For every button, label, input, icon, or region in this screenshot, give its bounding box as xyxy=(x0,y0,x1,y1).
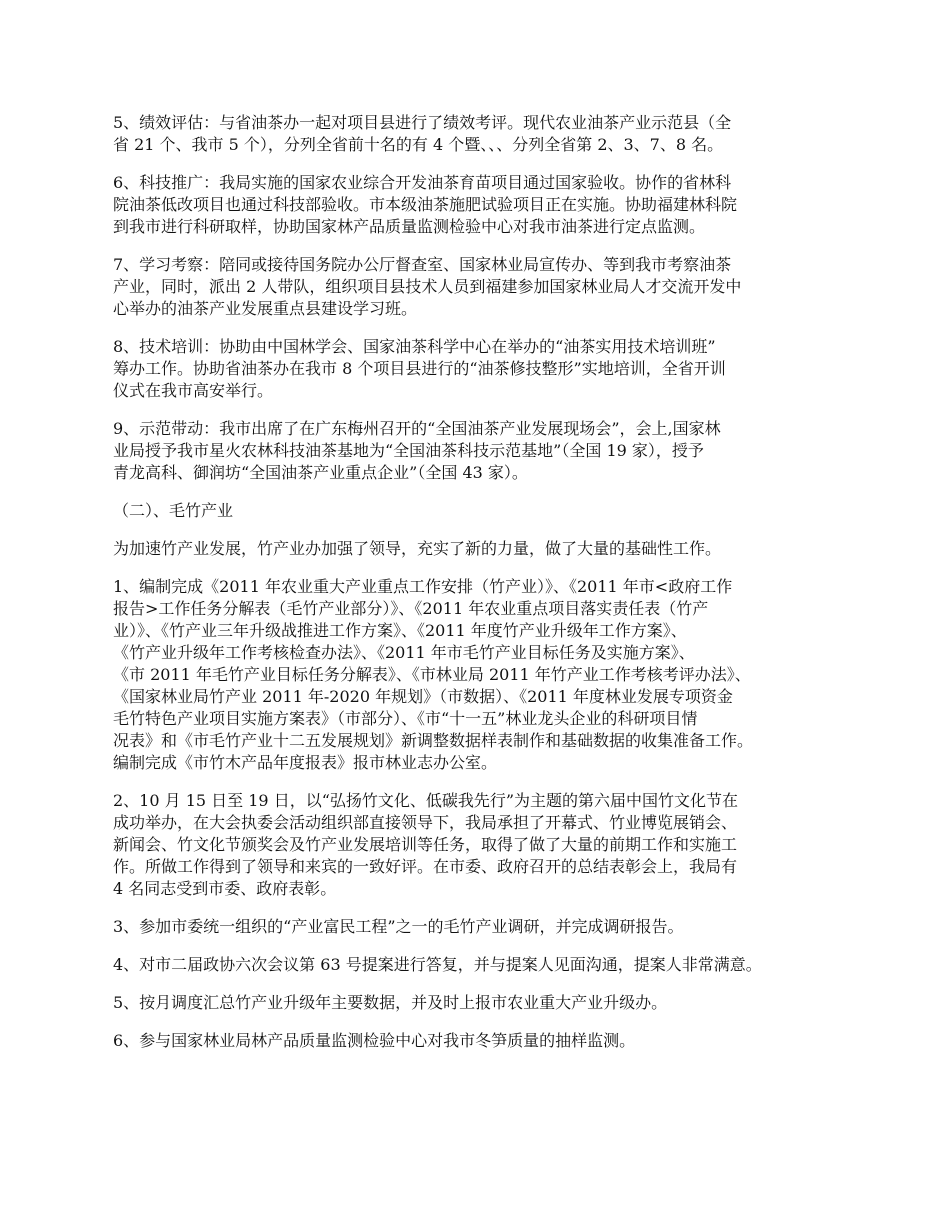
document-body xyxy=(113,112,853,1068)
paragraph-line: 1、编制完成《2011 年农业重大产业重点工作安排（竹产业）》、《2011 年市<政府工作 xyxy=(113,577,733,596)
paragraph-line: 作。所做工作得到了领导和来宾的一致好评。在市委、政府召开的总结表彰会上，我局有 xyxy=(113,857,738,876)
paragraph-line: 业）》、《竹产业三年升级战推进工作方案》、《2011 年度竹产业升级年工作方案》、 xyxy=(113,621,687,640)
paragraph-line: 9、示范带动：我市出席了在广东梅州召开的“全国油茶产业发展现场会”，会上,国家林 xyxy=(113,419,721,438)
section-heading xyxy=(113,500,853,522)
paragraph xyxy=(113,576,853,774)
paragraph-line: 6、科技推广：我局实施的国家农业综合开发油茶育苗项目通过国家验收。协作的省林科 xyxy=(113,173,732,192)
paragraph xyxy=(113,538,853,560)
paragraph-line: 产业，同时，派出 2 人带队，组织项目县技术人员到福建参加国家林业局人才交流开发中 xyxy=(113,277,742,296)
paragraph-line: 青龙高科、御润坊“全国油茶产业重点企业”（全国 43 家）。 xyxy=(113,463,528,482)
paragraph-line: 8、技术培训：协助由中国林学会、国家油茶科学中心在举办的“油茶实用技术培训班” xyxy=(113,337,716,356)
paragraph xyxy=(113,992,853,1014)
paragraph-line: 新闻会、竹文化节颁奖会及竹产业发展培训等任务，取得了做了大量的前期工作和实施工 xyxy=(113,835,738,854)
paragraph-line: 省 21 个、我市 5 个），分列全省前十名的有 4 个暨、、、分列全省第 2、3、7、8 名。 xyxy=(113,135,724,154)
paragraph-line: 5、按月调度汇总竹产业升级年主要数据，并及时上报市农业重大产业升级办。 xyxy=(113,993,668,1012)
paragraph-line: 编制完成《市竹木产品年度报表》报市林业志办公室。 xyxy=(113,753,498,772)
paragraph xyxy=(113,172,853,238)
paragraph-line: （二）、毛竹产业 xyxy=(113,501,234,520)
paragraph xyxy=(113,254,853,320)
paragraph-line: 7、学习考察：陪同或接待国务院办公厅督查室、国家林业局宣传办、等到我市考察油茶 xyxy=(113,255,732,274)
paragraph xyxy=(113,112,853,156)
paragraph xyxy=(113,418,853,484)
paragraph-line: 《国家林业局竹产业 2011 年-2020 年规划》（市数据）、《2011 年度林业发展专项资金 xyxy=(113,687,733,706)
paragraph-line: 4 名同志受到市委、政府表彰。 xyxy=(113,879,337,898)
paragraph-line: 为加速竹产业发展，竹产业办加强了领导，充实了新的力量，做了大量的基础性工作。 xyxy=(113,539,722,558)
paragraph-line: 成功举办，在大会执委会活动组织部直接领导下，我局承担了开幕式、竹业博览展销会、 xyxy=(113,813,738,832)
paragraph-line: 2、10 月 15 日至 19 日，以“弘扬竹文化、低碳我先行”为主题的第六届中国竹文化节在 xyxy=(113,791,739,810)
paragraph xyxy=(113,954,853,976)
paragraph-line: 业局授予我市星火农林科技油茶基地为“全国油茶科技示范基地”（全国 19 家），授予 xyxy=(113,441,704,460)
paragraph-line: 院油茶低改项目也通过科技部验收。市本级油茶施肥试验项目正在实施。协助福建林科院 xyxy=(113,195,738,214)
paragraph-line: 6、参与国家林业局林产品质量监测检验中心对我市冬笋质量的抽样监测。 xyxy=(113,1031,636,1050)
paragraph-line: 筹办工作。协助省油茶办在我市 8 个项目县进行的“油茶修技整形”实地培训，全省开训 xyxy=(113,359,726,378)
paragraph-line: 报告>工作任务分解表（毛竹产业部分）》、《2011 年农业重点项目落实责任表（竹产 xyxy=(113,599,709,618)
paragraph-line: 5、绩效评估：与省油茶办一起对项目县进行了绩效考评。现代农业油茶产业示范县（全 xyxy=(113,113,732,132)
paragraph-line: 3、参加市委统一组织的“产业富民工程”之一的毛竹产业调研，并完成调研报告。 xyxy=(113,917,684,936)
paragraph xyxy=(113,790,853,900)
paragraph xyxy=(113,336,853,402)
paragraph xyxy=(113,1030,853,1052)
paragraph xyxy=(113,916,853,938)
paragraph-line: 毛竹特色产业项目实施方案表》（市部分）、《市“十一五”林业龙头企业的科研项目情 xyxy=(113,709,698,728)
paragraph-line: 况表》和《市毛竹产业十二五发展规划》新调整数据样表制作和基础数据的收集准备工作。 xyxy=(113,731,754,750)
paragraph-line: 仪式在我市高安举行。 xyxy=(113,381,274,400)
paragraph-line: 《竹产业升级年工作考核检查办法》、《2011 年市毛竹产业目标任务及实施方案》、 xyxy=(113,643,695,662)
paragraph-line: 到我市进行科研取样，协助国家林产品质量监测检验中心对我市油茶进行定点监测。 xyxy=(113,217,706,236)
paragraph-line: 心举办的油茶产业发展重点县建设学习班。 xyxy=(113,299,418,318)
paragraph-line: 《市 2011 年毛竹产业目标任务分解表》、《市林业局 2011 年竹产业工作考核考评办法》、 xyxy=(113,665,751,684)
paragraph-line: 4、对市二届政协六次会议第 63 号提案进行答复，并与提案人见面沟通，提案人非常满意。 xyxy=(113,955,762,974)
